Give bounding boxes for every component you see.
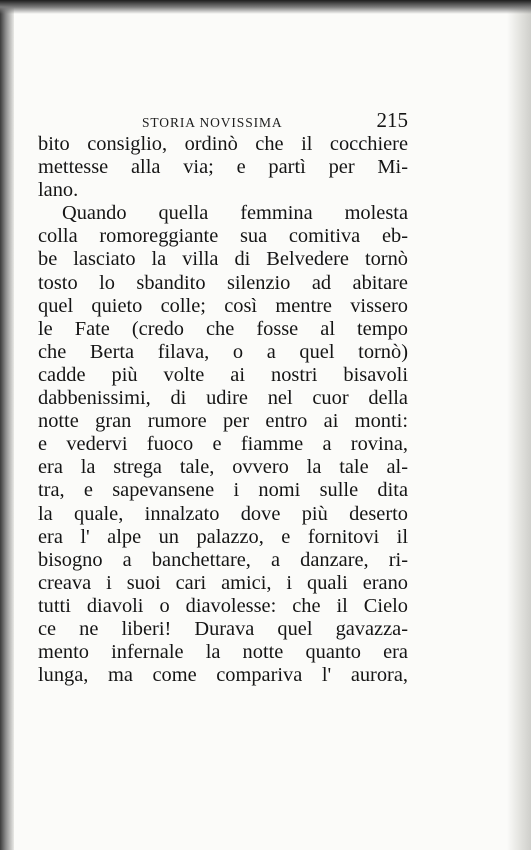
text-line: tutti diavoli o diavolesse: che il Cielo — [38, 594, 408, 617]
text-line: mettesse alla via; e partì per Mi- — [38, 156, 408, 179]
running-title: STORIA NOVISSIMA — [142, 115, 283, 130]
text-line: dabbenissimi, di udire nel cuor della — [38, 387, 408, 410]
text-line: Quando quella femmina molesta — [62, 202, 408, 225]
text-line: colla romoreggiante sua comitiva eb- — [38, 225, 408, 248]
text-line: quel quieto colle; così mentre vissero — [38, 294, 408, 317]
text-line: era la strega tale, ovvero la tale al- — [38, 456, 408, 479]
text-line: tra, e sapevansene i nomi sulle dita — [38, 479, 408, 502]
text-line: mento infernale la notte quanto era — [38, 641, 408, 664]
text-line: be lasciato la villa di Belvedere tornò — [38, 248, 408, 271]
text-line: cadde più volte ai nostri bisavoli — [38, 363, 408, 386]
text-line: lano. — [38, 179, 79, 202]
text-line: bito consiglio, ordinò che il cocchiere — [38, 133, 408, 155]
text-line: bisogno a banchettare, a danzare, ri- — [38, 548, 408, 571]
text-line: lunga, ma come compariva l' aurora, — [38, 664, 408, 687]
text-line: era l' alpe un palazzo, e fornitovi il — [38, 525, 408, 548]
page-edge-shadow — [507, 0, 531, 850]
text-line: notte gran rumore per entro ai monti: — [38, 410, 408, 433]
text-line: creava i suoi cari amici, i quali erano — [38, 571, 408, 594]
body-text — [38, 133, 408, 687]
text-line: tosto lo sbandito silenzio ad abitare — [38, 271, 408, 294]
page-number: 215 — [376, 108, 408, 132]
text-line: le Fate (credo che fosse al tempo — [38, 317, 408, 340]
text-line: e vedervi fuoco e fiamme a rovina, — [38, 433, 408, 456]
text-line: la quale, innalzato dove più deserto — [38, 502, 408, 525]
text-line: che Berta filava, o a quel tornò) — [38, 340, 408, 363]
text-line: ce ne liberi! Durava quel gavazza- — [38, 617, 408, 640]
